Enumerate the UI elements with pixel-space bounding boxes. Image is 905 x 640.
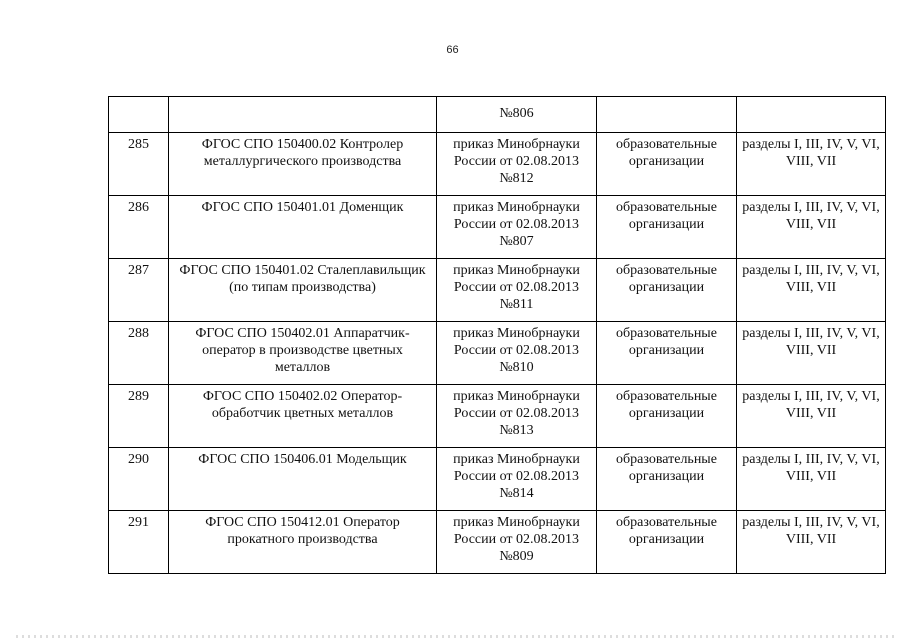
standard-name-cell: ФГОС СПО 150402.01 Аппаратчик-оператор в производстве цветных металлов [169, 322, 437, 385]
sections-cell: разделы I, III, IV, V, VI, VIII, VII [737, 133, 886, 196]
order-cell: приказ Минобрнауки России от 02.08.2013 №811 [437, 259, 597, 322]
sections-cell: разделы I, III, IV, V, VI, VIII, VII [737, 448, 886, 511]
order-cell: приказ Минобрнауки России от 02.08.2013 №809 [437, 511, 597, 574]
applies-to-cell: образовательные организации [597, 196, 737, 259]
standard-name-cell: ФГОС СПО 150412.01 Оператор прокатного производства [169, 511, 437, 574]
order-cell: приказ Минобрнауки России от 02.08.2013 №810 [437, 322, 597, 385]
standard-name-cell: ФГОС СПО 150401.01 Доменщик [169, 196, 437, 259]
row-number-cell: 289 [109, 385, 169, 448]
applies-to-cell: образовательные организации [597, 259, 737, 322]
standards-table [108, 96, 886, 574]
standard-name-cell: ФГОС СПО 150402.02 Оператор-обработчик цветных металлов [169, 385, 437, 448]
standard-name-cell [169, 97, 437, 133]
table-row [109, 448, 886, 511]
page-number: 66 [446, 44, 459, 56]
sections-cell: разделы I, III, IV, V, VI, VIII, VII [737, 511, 886, 574]
order-cell: приказ Минобрнауки России от 02.08.2013 №814 [437, 448, 597, 511]
row-number-cell: 287 [109, 259, 169, 322]
table-row [109, 259, 886, 322]
sections-cell: разделы I, III, IV, V, VI, VIII, VII [737, 385, 886, 448]
row-number-cell: 285 [109, 133, 169, 196]
applies-to-cell [597, 97, 737, 133]
table-row [109, 322, 886, 385]
sections-cell: разделы I, III, IV, V, VI, VIII, VII [737, 322, 886, 385]
order-cell: приказ Минобрнауки России от 02.08.2013 №807 [437, 196, 597, 259]
row-number-cell [109, 97, 169, 133]
applies-to-cell: образовательные организации [597, 322, 737, 385]
table-body [109, 97, 886, 574]
row-number-cell: 286 [109, 196, 169, 259]
table-row [109, 196, 886, 259]
table-row [109, 385, 886, 448]
applies-to-cell: образовательные организации [597, 385, 737, 448]
scan-artifact-line [16, 635, 896, 638]
table-row [109, 133, 886, 196]
row-number-cell: 288 [109, 322, 169, 385]
row-number-cell: 291 [109, 511, 169, 574]
applies-to-cell: образовательные организации [597, 448, 737, 511]
order-cell: приказ Минобрнауки России от 02.08.2013 №812 [437, 133, 597, 196]
applies-to-cell: образовательные организации [597, 511, 737, 574]
row-number-cell: 290 [109, 448, 169, 511]
standard-name-cell: ФГОС СПО 150401.02 Сталеплавильщик (по типам производства) [169, 259, 437, 322]
sections-cell: разделы I, III, IV, V, VI, VIII, VII [737, 196, 886, 259]
continuation-row [109, 97, 886, 133]
standard-name-cell: ФГОС СПО 150400.02 Контролер металлургического производства [169, 133, 437, 196]
standard-name-cell: ФГОС СПО 150406.01 Модельщик [169, 448, 437, 511]
order-cell: приказ Минобрнауки России от 02.08.2013 №813 [437, 385, 597, 448]
applies-to-cell: образовательные организации [597, 133, 737, 196]
order-cell: №806 [437, 97, 597, 133]
sections-cell: разделы I, III, IV, V, VI, VIII, VII [737, 259, 886, 322]
table-row [109, 511, 886, 574]
sections-cell [737, 97, 886, 133]
